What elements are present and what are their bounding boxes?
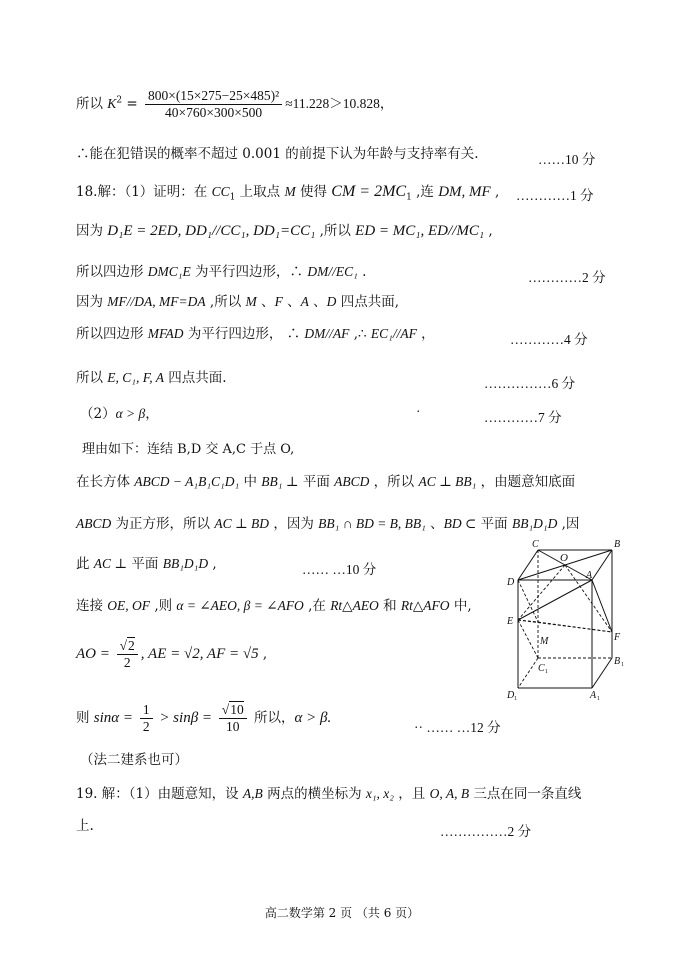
math: sinα = [93,710,137,727]
text: ，所以 [369,474,419,490]
result: ≈11.228＞10.828， [285,96,394,112]
text: 上取点 [235,184,285,200]
line-perpendicular [76,556,217,572]
text: ,则 [150,598,177,614]
math: AO = [76,646,114,663]
text: ，且 [394,786,430,802]
label-d: D [507,577,515,588]
line-method-two [80,752,188,768]
text: 平面 [127,556,163,572]
score-10-a: ……10 分 [538,152,596,167]
math: F [274,294,283,309]
math: DMC₁E [147,264,191,279]
label-d1-sub: 1 [514,696,517,700]
math: ED = MC₁, ED//MC₁ [355,223,485,239]
score-10-b: …… …10 分 [302,562,377,577]
math: OE, OF [107,598,151,613]
text: 三点在同一条直线 [469,786,582,802]
text: ∴能在犯错误的概率不超过 0.001 的前提下认为年龄与支持率有关. [76,146,479,162]
cuboid-figure [500,540,630,700]
score-12: ·· …… …12 分 [414,720,501,735]
text: 使得 [295,184,332,200]
math: BB₁ ∩ BD = B, BB₁ [318,516,426,531]
math: α > β [115,406,146,421]
line-parallelogram-2 [76,326,435,342]
denominator: 2 [142,719,150,735]
math: AC ⊥ BB₁ [418,474,477,489]
text: ,所以 [315,223,356,239]
score-2-a: …………2 分 [528,270,606,285]
text: 、 [282,294,301,310]
segment-af [592,580,612,632]
math: AC ⊥ BD [214,516,270,531]
label-c1: C [538,663,545,674]
text: 因为 [76,294,108,310]
text: 所以四边形 [76,264,148,280]
segment-ea [518,580,592,620]
math: , AE = √2, AF = √5 [140,646,259,663]
math: Rt△AEO [330,598,379,613]
text: ,在 [303,598,331,614]
text: 、 [308,294,327,310]
score-4: …………4 分 [510,332,588,347]
text: , [258,646,268,663]
text: 中, [449,598,472,614]
denominator: 40×760×300×500 [165,105,263,121]
math: DM//EC₁ [307,264,358,279]
text: 为正方形，所以 [111,516,215,532]
score-6: ……………6 分 [484,376,576,391]
text: 四点共面, [336,294,399,310]
label-b1: B [614,656,621,667]
numerator: √2 [117,638,138,655]
stray-dot: · [416,404,421,419]
text: ,所以 [205,294,246,310]
math: DM//AF [304,326,350,341]
numerator: √10 [219,702,247,719]
label-a1-sub: 1 [597,696,600,700]
subscript: 1 [406,192,412,203]
text: ,连 [411,184,439,200]
text: , [208,556,217,572]
text: 平面 [298,474,335,490]
text: , [484,223,493,239]
segment-oe [518,565,565,620]
text: 上. [76,818,94,834]
symbol-k: K [107,96,117,112]
text: （法二建系也可） [80,752,188,768]
math: M [245,294,257,309]
text: 所以 [76,370,108,386]
text: 连接 [76,598,108,614]
math: BB₁ ⊥ [261,474,299,489]
text: 平面 [476,516,512,532]
edge-cd [518,550,538,580]
label-a1: A [590,690,597,700]
text: 理由如下：连结 B,D 交 A,C 于点 O, [82,442,295,457]
text: 为平行四边形，∴ [190,264,308,280]
line-19-continued [76,818,94,834]
line-parallelogram-1 [76,264,366,280]
text: 19. 解：（1）由题意知，设 [76,786,243,802]
line-square-base [76,516,579,532]
math: BB₁D₁D [511,516,558,531]
denominator: 10 [226,719,240,735]
line-coplanar-1 [76,294,399,310]
text: , [490,184,500,200]
text: 、 [256,294,275,310]
text: . [357,264,367,280]
edge-a1b1 [592,658,612,688]
text: 因为 [76,223,108,239]
line-because-1 [76,222,493,240]
numerator: 800×(15×275−25×485)² [145,88,282,105]
text: 所以 [76,96,103,113]
math: x₁, x₂ [365,786,394,801]
math: D₁E = 2ED, DD₁//CC₁, DD₁=CC₁ [107,223,316,239]
math: BB₁D₁D [162,556,209,571]
score-7: …………7 分 [484,410,562,425]
math: α = ∠AEO, β = ∠AFO [176,598,304,613]
text: 中 [239,474,262,490]
math: A,B [242,786,263,801]
equals: = [122,96,142,113]
math: DM, MF [438,184,491,200]
label-o: O [560,552,568,564]
text: ， [145,406,159,422]
subscript: 1 [229,192,236,203]
math: MFAD [147,326,184,341]
label-e: E [507,616,514,627]
text: 两点的横坐标为 [262,786,366,802]
math: Rt△AFO [400,598,450,613]
segment-dm [518,580,538,622]
line-19-solution [76,786,581,802]
label-b1-sub: 1 [621,662,624,668]
numerator: 1 [140,702,153,719]
segment-ec1 [518,620,538,658]
math: ABCD [334,474,370,489]
edge-c1d1-hidden [518,658,538,688]
math: M [284,184,296,199]
denominator: 2 [123,655,131,671]
text: ,∴ [349,326,371,342]
math: E, C₁, F, A [107,370,164,385]
label-f: F [614,632,621,643]
math: > sinβ = [155,710,216,727]
text: （2） [80,406,116,422]
line-coplanar-2 [76,370,227,386]
math: A [300,294,309,309]
edge-ab [592,550,612,580]
line-lengths [76,638,267,671]
text: ， [416,326,435,342]
text: 在长方体 [76,474,135,490]
math: AC ⊥ [93,556,128,571]
score-1: …………1 分 [516,188,594,203]
math: O, A, B [429,786,470,801]
text: 所以， [249,710,295,727]
math: ABCD [76,516,112,531]
text: 则 [76,710,94,727]
line-conclusion [76,146,479,162]
text: ，因为 [269,516,319,532]
math: α > β. [294,710,332,727]
math: CC [211,184,230,199]
math: MF//DA, MF=DA [107,294,206,309]
label-d1: D [507,690,515,700]
line-sines [76,702,331,735]
superscript: 2 [116,95,123,106]
math: ABCD − A₁B₁C₁D₁ [134,474,240,489]
label-m: M [540,636,549,647]
math: D [326,294,337,309]
text: ,因 [557,516,580,532]
label-c: C [532,540,539,550]
line-cuboid [76,474,575,490]
fraction-k2 [145,88,282,121]
math: EC₁//AF [370,326,417,341]
label-b: B [614,540,621,550]
line-18-proof [76,182,499,203]
fraction-sin-alpha [140,702,153,735]
line-reason [82,442,294,458]
score-2-b: ……………2 分 [440,824,532,839]
segment-ef [518,620,612,632]
fraction-ao [117,638,138,671]
label-a: A [586,570,593,581]
text: 所以四边形 [76,326,148,342]
text: 四点共面. [164,370,227,386]
text: 18.解：（1）证明：在 [76,184,212,200]
line-part-2 [80,406,159,422]
text: ，由题意知底面 [476,474,576,490]
text: 为平行四边形， ∴ [183,326,305,342]
math: CM = 2MC [331,183,407,200]
line-k-squared [76,88,393,121]
label-c1-sub: 1 [545,669,548,675]
text: 、 [425,516,444,532]
fraction-sin-beta [219,702,247,735]
math: BD ⊂ [443,516,477,531]
line-angles [76,598,472,614]
text: 此 [76,556,94,572]
page-footer: 高二数学第 2 页 （共 6 页） [264,906,420,920]
text: 和 [378,598,401,614]
